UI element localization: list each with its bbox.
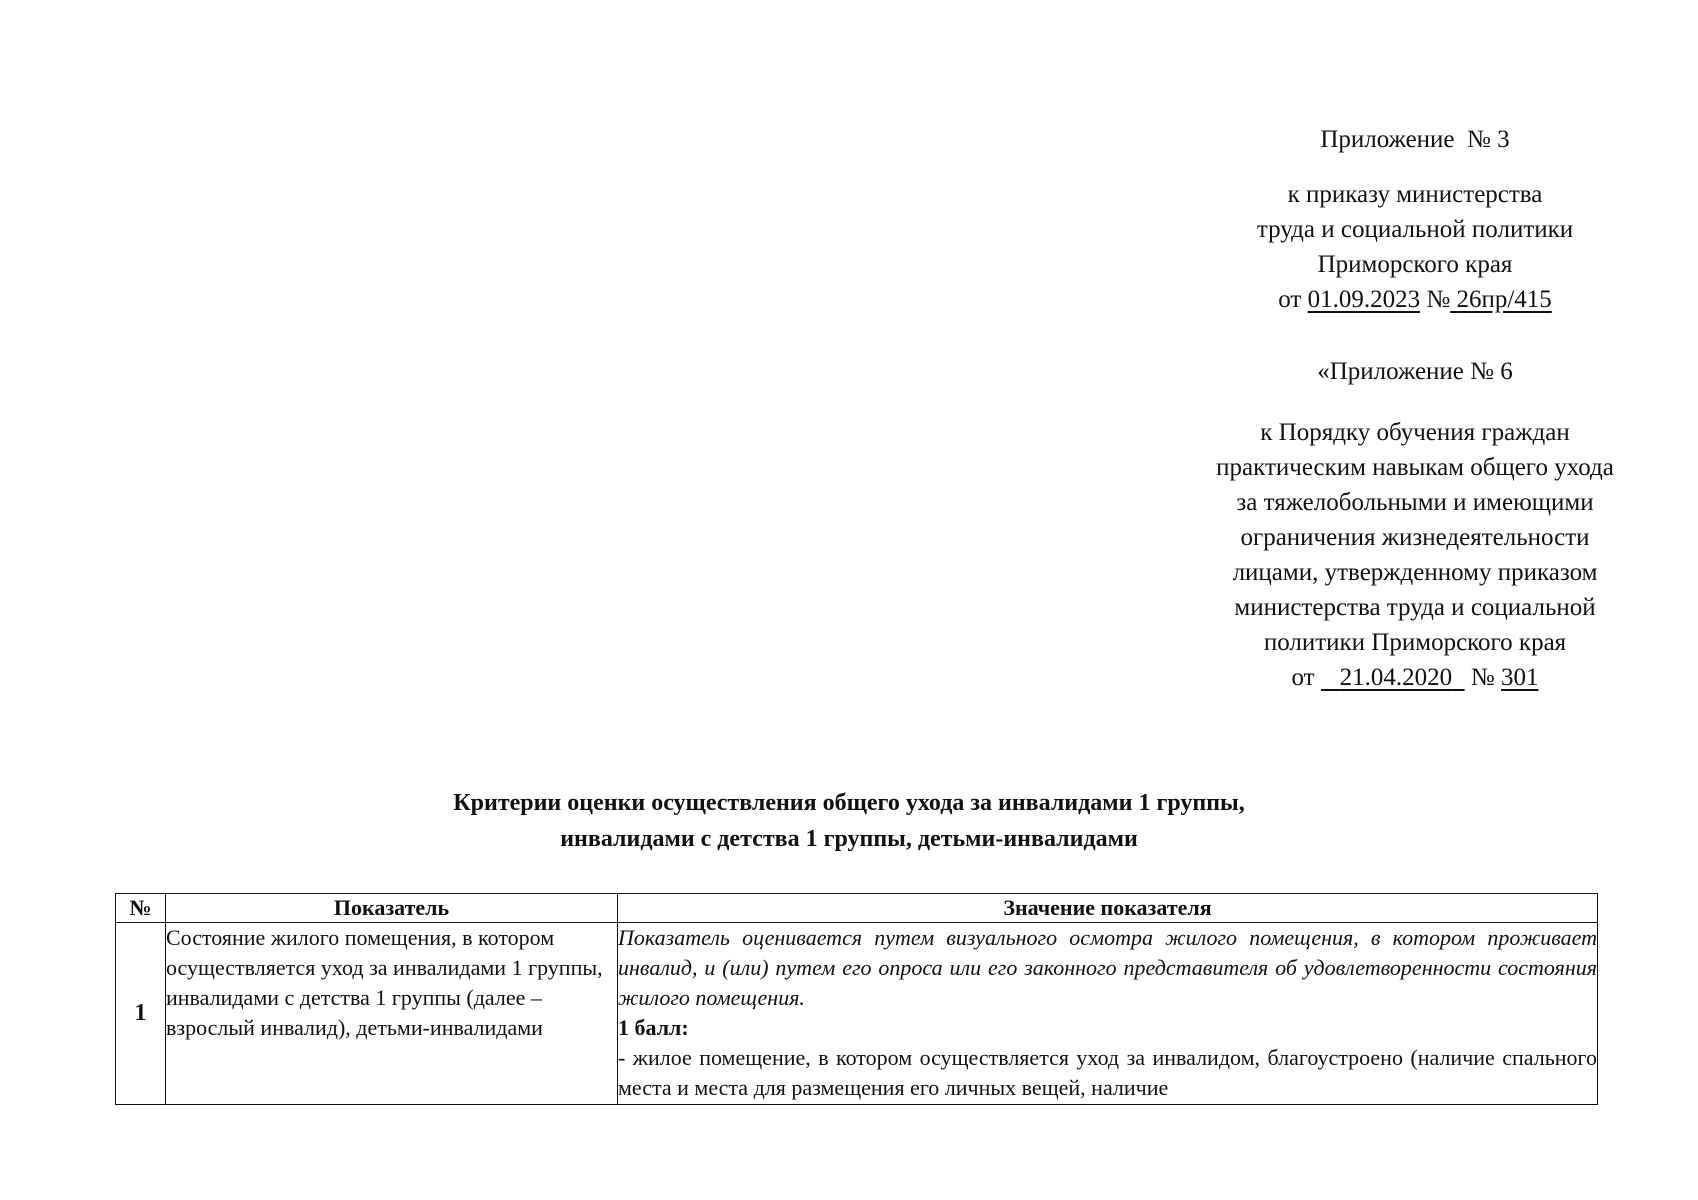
annex-3-date-prefix: от <box>1278 286 1302 313</box>
row-value <box>618 923 1598 1105</box>
header-number: № <box>116 894 166 923</box>
annex-3-line: труда и социальной политики <box>1256 216 1574 243</box>
document-heading-line-2: инвалидами с детства 1 группы, детьми-инвалидами <box>560 826 1138 852</box>
annex-3-line: к приказу министерства <box>1287 181 1543 208</box>
annex-6-line: лицами, утвержденному приказом <box>1232 559 1598 586</box>
annex-3-order-block <box>1065 177 1698 317</box>
annex-3-title-number: № 3 <box>1467 126 1510 153</box>
annex-6-line: за тяжелобольными и имеющими <box>1236 489 1594 516</box>
annex-6-line: политики Приморского края <box>1263 629 1567 656</box>
annex-6-line: практическим навыкам общего ухода <box>1216 454 1614 481</box>
annex-6-block <box>1065 354 1698 389</box>
document-heading-line-1: Критерии оценки осуществления общего ухода за инвалидами 1 группы, <box>453 790 1245 816</box>
document-heading <box>0 785 1698 857</box>
annex-3-title <box>1065 122 1698 157</box>
header-value: Значение показателя <box>618 894 1598 923</box>
annex-6-date-prefix: от <box>1291 664 1315 691</box>
annex-6-date-line <box>1065 660 1698 695</box>
row-value-content <box>618 923 1597 1101</box>
table-row <box>116 923 1598 1105</box>
annex-6-line: ограничения жизнедеятельности <box>1240 524 1590 551</box>
annex-3-number: 26пр/415 <box>1456 286 1552 313</box>
header-indicator: Показатель <box>166 894 618 923</box>
annex-6-number-sign: № <box>1470 664 1495 691</box>
row-indicator: Состояние жилого помещения, в котором осуществляется уход за инвалидами 1 группы, инвалидами с детства 1 группы (далее – взрослый инвалид), детьми-инвалидами <box>166 923 618 1105</box>
row-value-score: 1 балл: <box>618 1015 689 1040</box>
annex-3-date: 01.09.2023 <box>1307 286 1421 313</box>
row-value-text: - жилое помещение, в котором осуществляется уход за инвалидом, благоустроено (наличие спального места и места для размещения его личных вещей, наличие <box>618 1045 1597 1100</box>
annex-6-date: 21.04.2020 <box>1339 664 1453 691</box>
annex-3-date-line <box>1065 282 1698 317</box>
annex-6-line: к Порядку обучения граждан <box>1260 419 1570 446</box>
annex-3-line: Приморского края <box>1317 251 1513 278</box>
annex-3-title-label: Приложение <box>1320 126 1455 153</box>
criteria-table <box>115 893 1598 1105</box>
annex-3-block <box>1065 122 1698 157</box>
annex-3-number-sign: № <box>1426 286 1451 313</box>
annex-6-order-block <box>1065 415 1698 695</box>
annex-6-line: министерства труда и социальной <box>1234 594 1596 621</box>
annex-6-number: 301 <box>1500 664 1539 691</box>
annex-6-title: «Приложение № 6 <box>1317 358 1513 385</box>
row-value-intro: Показатель оценивается путем визуального осмотра жилого помещения, в котором проживает инвалид, и (или) путем его опроса или его законного представителя об удовлетворенности состояния жилого помещения. <box>618 925 1597 1010</box>
row-number: 1 <box>116 923 166 1105</box>
table-header-row <box>116 894 1598 923</box>
